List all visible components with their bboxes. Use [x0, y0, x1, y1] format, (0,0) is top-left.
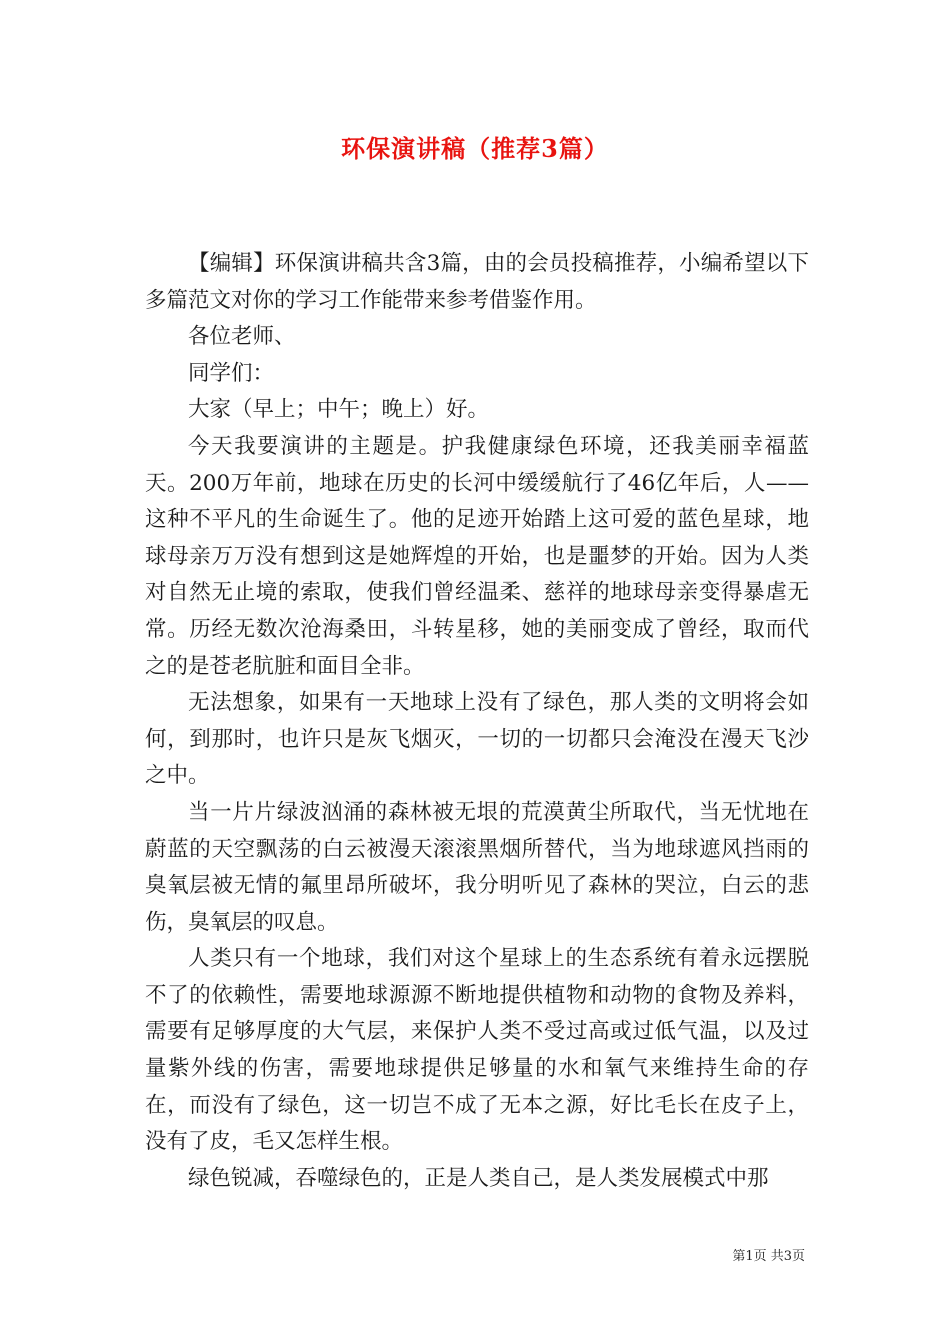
paragraph-forest: 当一片片绿波汹涌的森林被无垠的荒漠黄尘所取代，当无忧地在蔚蓝的天空飘荡的白云被漫天滚滚黑烟所替代，当为地球遮风挡雨的臭氧层被无情的氟里昂所破坏，我分明听见了森林的哭泣，白云的悲伤，臭氧层的叹息。	[145, 799, 809, 935]
paragraph-intro: 【编辑】环保演讲稿共含3篇，由的会员投稿推荐，小编希望以下多篇范文对你的学习工作能带来参考借鉴作用。	[145, 251, 809, 313]
paragraph-topic: 今天我要演讲的主题是。护我健康绿色环境，还我美丽幸福蓝天。200万年前，地球在历史的长河中缓缓航行了46亿年后，人——这种不平凡的生命诞生了。他的足迹开始踏上这可爱的蓝色星球，地球母亲万万没有想到这是她辉煌的开始，也是噩梦的开始。因为人类对自然无止境的索取，使我们曾经温柔、慈祥的地球母亲变得暴虐无常。历经无数次沧海桑田，斗转星移，她的美丽变成了曾经，取而代之的是苍老肮脏和面目全非。	[145, 433, 809, 679]
paragraph-imagine: 无法想象，如果有一天地球上没有了绿色，那人类的文明将会如何，到那时，也许只是灰飞烟灭，一切的一切都只会淹没在漫天飞沙之中。	[145, 690, 809, 789]
paragraph-greeting-all: 大家（早上；中午；晚上）好。	[188, 397, 490, 423]
document-title: 环保演讲稿（推荐3篇）	[341, 134, 609, 163]
paragraph-greeting-students: 同学们：	[188, 360, 275, 386]
paragraph-greeting-teachers: 各位老师、	[188, 324, 296, 350]
paragraph-one-earth: 人类只有一个地球，我们对这个星球上的生态系统有着永远摆脱不了的依赖性，需要地球源源不断地提供植物和动物的食物及养料，需要有足够厚度的大气层，来保护人类不受过高或过低气温，以及过量紫外线的伤害，需要地球提供足够量的水和氧气来维持生命的存在，而没有了绿色，这一切岂不成了无本之源，好比毛长在皮子上，没有了皮，毛又怎样生根。	[145, 946, 809, 1155]
paragraph-green-decline: 绿色锐减，吞噬绿色的，正是人类自己，是人类发展模式中那	[188, 1165, 769, 1191]
document-body	[145, 246, 809, 1197]
page-number: 第1页 共3页	[732, 1249, 805, 1264]
